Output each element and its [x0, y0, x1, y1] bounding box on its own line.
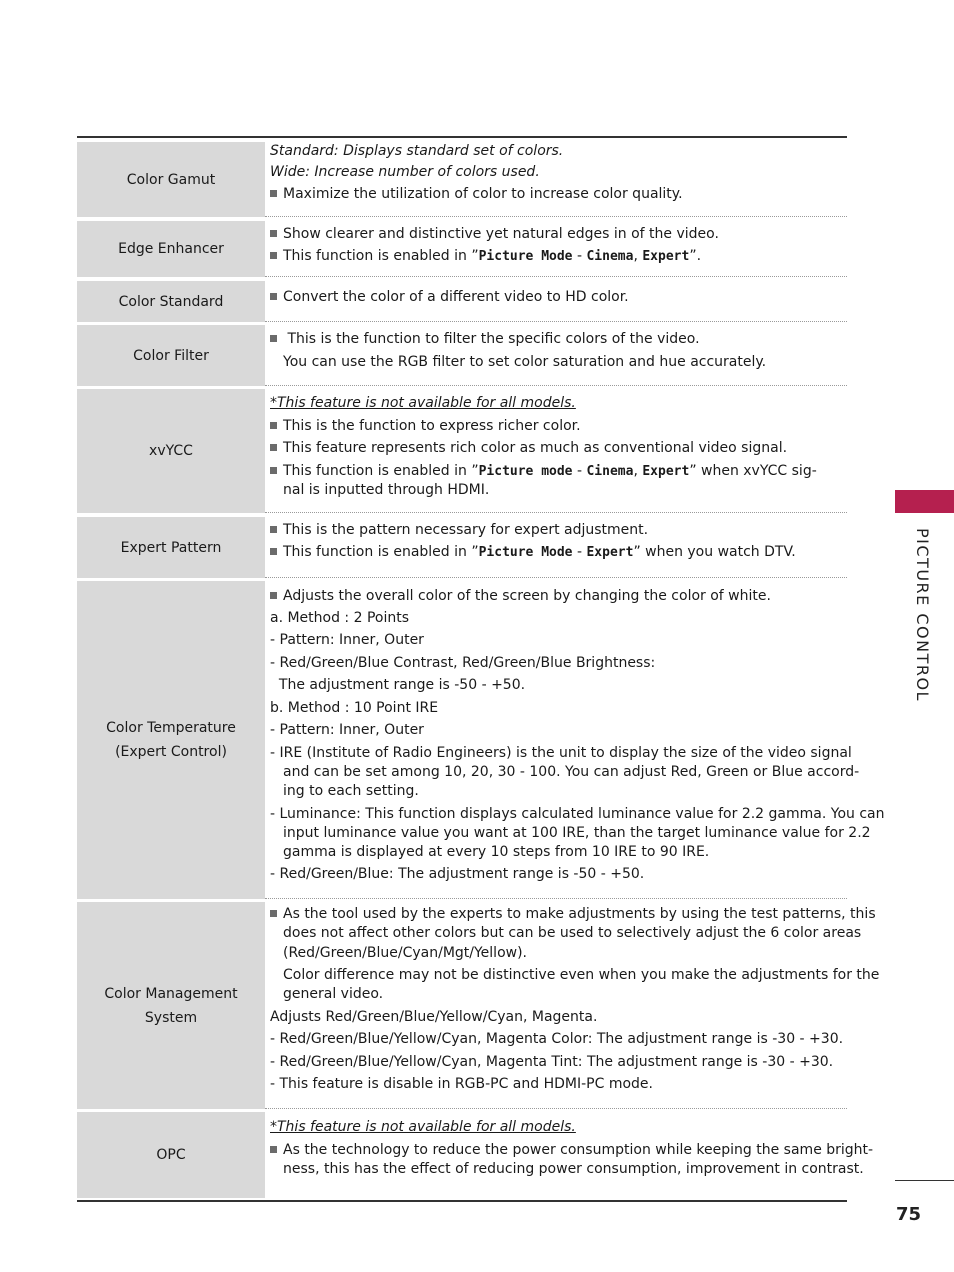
- description-line: [270, 944, 845, 963]
- description-line: [270, 462, 845, 481]
- row-separator: [265, 385, 847, 386]
- row-label-line: Color Temperature: [106, 720, 236, 736]
- bullet-icon: [270, 1146, 277, 1153]
- description-text: This function is enabled in ”: [283, 248, 479, 264]
- table-row: [77, 389, 847, 513]
- description-text: - IRE (Institute of Radio Engineers) is the unit to display the size of the video signal: [270, 745, 852, 761]
- table-row: [77, 581, 885, 899]
- description-line: [270, 985, 845, 1004]
- description-line: [270, 924, 862, 943]
- description-text: ” when xvYCC sig-: [689, 463, 817, 479]
- row-label: [77, 142, 265, 217]
- description-text: (Red/Green/Blue/Cyan/Mgt/Yellow).: [283, 945, 528, 961]
- description-text: Convert the color of a different video to HD color.: [283, 289, 629, 305]
- description-text: The adjustment range is -50 - +50.: [270, 677, 526, 693]
- row-separator: [265, 321, 847, 322]
- description-line: [270, 609, 845, 628]
- bullet-icon: [270, 422, 277, 429]
- table-row: [77, 281, 847, 322]
- bullet-icon: [270, 252, 277, 259]
- menu-term: Expert: [642, 464, 690, 479]
- description-text: a. Method : 2 Points: [270, 610, 410, 626]
- row-label-line: Edge Enhancer: [118, 241, 224, 257]
- page-number: 75: [896, 1204, 922, 1225]
- description-text: -: [572, 544, 587, 560]
- description-text: Adjusts the overall color of the screen by changing the color of white.: [283, 588, 771, 604]
- row-label-line: Color Standard: [118, 293, 224, 310]
- description-line: [270, 654, 845, 673]
- row-label-line: OPC: [156, 1147, 186, 1163]
- description-text: This is the function to filter the specific colors of the video.: [283, 331, 700, 347]
- table-row: [77, 325, 847, 386]
- description-text: -: [572, 248, 587, 264]
- row-label: [77, 581, 265, 899]
- row-label-line: Color Filter: [133, 347, 209, 364]
- description-line: [270, 353, 845, 372]
- description-line: [270, 439, 845, 458]
- description-line: [270, 763, 860, 782]
- description-line: [270, 1118, 845, 1137]
- description-text: nal is inputted through HDMI.: [283, 482, 490, 498]
- row-label: [77, 902, 265, 1109]
- description-line: [270, 185, 845, 204]
- description-line: [270, 631, 845, 650]
- description-line: [270, 521, 845, 540]
- row-separator: [265, 512, 847, 513]
- description-text: - This feature is disable in RGB-PC and HDMI-PC mode.: [270, 1076, 653, 1092]
- table-row: [77, 142, 847, 217]
- description-line: [270, 966, 880, 985]
- description-line: [270, 247, 845, 266]
- description-text: b. Method : 10 Point IRE: [270, 700, 439, 716]
- table-row: [77, 221, 847, 277]
- bullet-icon: [270, 592, 277, 599]
- description-text: and can be set among 10, 20, 30 - 100. You can adjust Red, Green or Blue accord-: [283, 764, 860, 780]
- row-separator: [265, 216, 847, 217]
- description-line: [270, 744, 852, 763]
- description-text: gamma is displayed at every 10 steps from 10 IRE to 90 IRE.: [283, 844, 710, 860]
- description-line: [270, 1008, 845, 1027]
- bullet-icon: [270, 230, 277, 237]
- description-line: [270, 587, 845, 606]
- table-row: [77, 902, 880, 1109]
- bottom-rule: [77, 1200, 847, 1202]
- description-text: - Red/Green/Blue/Yellow/Cyan, Magenta Color: The adjustment range is -30 - +30.: [270, 1031, 844, 1047]
- row-label: [77, 325, 265, 386]
- section-tab-marker: [895, 490, 954, 513]
- bullet-icon: [270, 190, 277, 197]
- menu-term: Expert: [642, 249, 690, 264]
- menu-term: Expert: [586, 545, 634, 560]
- description-text: ,: [633, 463, 643, 479]
- description-line: [270, 676, 845, 695]
- description-line: [270, 394, 845, 413]
- menu-term: Picture Mode: [478, 249, 573, 264]
- page-number-rule: [895, 1180, 954, 1181]
- description-text: This feature represents rich color as much as conventional video signal.: [283, 440, 788, 456]
- description-text: does not affect other colors but can be used to selectively adjust the 6 color areas: [283, 925, 862, 941]
- description-text: ,: [633, 248, 643, 264]
- description-line: [270, 225, 845, 244]
- description-line: [270, 805, 885, 824]
- description-line: [270, 865, 845, 884]
- description-text: Standard: Displays standard set of colors.: [270, 143, 564, 159]
- description-text: As the tool used by the experts to make adjustments by using the test patterns, this: [283, 906, 876, 922]
- description-text: ness, this has the effect of reducing power consumption, improvement in contrast.: [283, 1161, 864, 1177]
- top-rule: [77, 136, 847, 138]
- description-text: This is the pattern necessary for expert adjustment.: [283, 522, 649, 538]
- description-text: - Red/Green/Blue/Yellow/Cyan, Magenta Tint: The adjustment range is -30 - +30.: [270, 1054, 834, 1070]
- description-text: input luminance value you want at 100 IRE, than the target luminance value for 2.2: [283, 825, 871, 841]
- description-line: [270, 163, 845, 182]
- description-line: [270, 481, 845, 500]
- description-text: *This feature is not available for all models.: [270, 395, 576, 411]
- description-text: - Red/Green/Blue Contrast, Red/Green/Blue Brightness:: [270, 655, 656, 671]
- description-text: ing to each setting.: [283, 783, 419, 799]
- row-label: [77, 281, 265, 322]
- bullet-icon: [270, 467, 277, 474]
- menu-term: Picture mode: [478, 464, 573, 479]
- table-row: [77, 1112, 874, 1198]
- description-line: [270, 782, 845, 801]
- description-line: [270, 721, 845, 740]
- description-line: [270, 417, 845, 436]
- description-line: [270, 843, 845, 862]
- description-line: [270, 699, 845, 718]
- description-text: -: [572, 463, 587, 479]
- row-separator: [265, 1108, 847, 1109]
- row-label-line: xvYCC: [149, 443, 193, 459]
- description-text: - Luminance: This function displays calculated luminance value for 2.2 gamma. You can: [270, 806, 885, 822]
- description-line: [270, 1075, 845, 1094]
- description-text: - Pattern: Inner, Outer: [270, 722, 424, 738]
- description-line: [270, 288, 845, 307]
- description-text: ” when you watch DTV.: [633, 544, 796, 560]
- menu-term: Picture Mode: [478, 545, 573, 560]
- description-text: Show clearer and distinctive yet natural edges in of the video.: [283, 226, 719, 242]
- bullet-icon: [270, 444, 277, 451]
- bullet-icon: [270, 335, 277, 342]
- row-separator: [265, 577, 847, 578]
- description-text: This function is enabled in ”: [283, 463, 479, 479]
- table-row: [77, 517, 847, 578]
- description-line: [270, 142, 845, 161]
- bullet-icon: [270, 526, 277, 533]
- description-text: general video.: [283, 986, 384, 1002]
- menu-term: Cinema: [586, 464, 634, 479]
- description-text: This is the function to express richer color.: [283, 418, 581, 434]
- description-text: This function is enabled in ”: [283, 544, 479, 560]
- description-text: *This feature is not available for all models.: [270, 1119, 576, 1135]
- row-label: [77, 1112, 265, 1198]
- description-text: You can use the RGB filter to set color saturation and hue accurately.: [283, 354, 767, 370]
- description-text: - Pattern: Inner, Outer: [270, 632, 424, 648]
- description-text: - Red/Green/Blue: The adjustment range is -50 - +50.: [270, 866, 645, 882]
- row-label: [77, 389, 265, 513]
- description-line: [270, 824, 871, 843]
- row-label: [77, 517, 265, 578]
- description-text: ”.: [689, 248, 702, 264]
- description-line: [270, 543, 845, 562]
- description-line: [270, 1160, 864, 1179]
- description-line: [270, 1141, 874, 1160]
- menu-term: Cinema: [586, 249, 634, 264]
- bullet-icon: [270, 293, 277, 300]
- description-line: [270, 330, 845, 349]
- description-line: [270, 905, 876, 924]
- row-label-line: (Expert Control): [115, 744, 227, 760]
- row-separator: [265, 276, 847, 277]
- description-text: As the technology to reduce the power consumption while keeping the same bright-: [283, 1142, 874, 1158]
- description-text: Wide: Increase number of colors used.: [270, 164, 540, 180]
- description-line: [270, 1053, 845, 1072]
- bullet-icon: [270, 548, 277, 555]
- description-text: Maximize the utilization of color to increase color quality.: [283, 186, 683, 202]
- row-label-line: Color Management System: [104, 985, 238, 1026]
- description-text: Color difference may not be distinctive even when you make the adjustments for the: [283, 967, 880, 983]
- row-label-line: Expert Pattern: [120, 539, 222, 556]
- row-label: [77, 221, 265, 277]
- section-title: PICTURE CONTROL: [913, 528, 932, 702]
- description-line: [270, 1030, 845, 1049]
- row-separator: [265, 898, 847, 899]
- row-label-line: Color Gamut: [126, 171, 216, 188]
- bullet-icon: [270, 910, 277, 917]
- description-text: Adjusts Red/Green/Blue/Yellow/Cyan, Magenta.: [270, 1009, 598, 1025]
